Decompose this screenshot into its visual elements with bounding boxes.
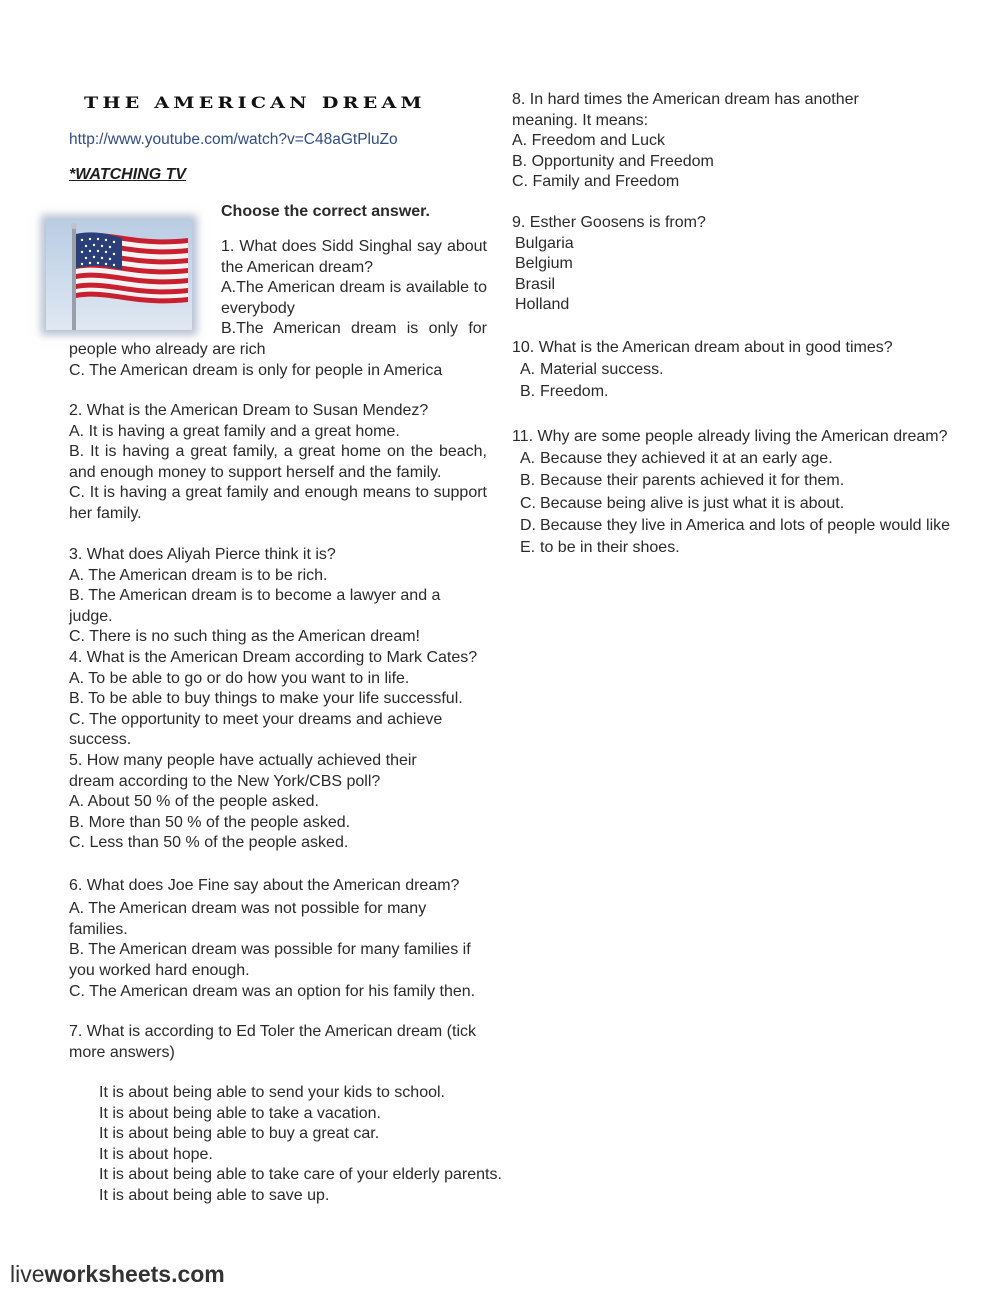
question-7-option[interactable]: It is about hope. (99, 1145, 213, 1163)
option-letter: B. (520, 383, 536, 401)
video-link[interactable]: http://www.youtube.com/watch?v=C48aGtPluZo (69, 131, 398, 148)
worksheet-title: THE AMERICAN DREAM (84, 93, 426, 113)
option-letter: A. (520, 450, 536, 468)
option-text: Because they live in America and lots of people would like (540, 516, 951, 534)
question-7-option[interactable]: It is about being able to take a vacation. (99, 1104, 381, 1122)
question-4 (69, 648, 487, 751)
brand-light: live (10, 1261, 45, 1287)
question-3-text: 3. What does Aliyah Pierce think it is? (69, 546, 336, 563)
question-2-option-c[interactable]: C. It is having a great family and enough means to support her family. (69, 484, 487, 522)
question-3-option-a[interactable]: A. The American dream is to be rich. (69, 566, 328, 584)
option-letter: E. (520, 539, 536, 557)
question-6 (69, 876, 479, 1003)
question-9-option[interactable]: Belgium (515, 255, 573, 273)
question-8 (512, 90, 922, 193)
question-11-option-b[interactable] (512, 470, 952, 492)
question-2-option-a[interactable]: A. It is having a great family and a great home. (69, 422, 400, 440)
question-8-option-a[interactable]: A. Freedom and Luck (512, 132, 665, 150)
question-2-text: 2. What is the American Dream to Susan Mendez? (69, 402, 429, 419)
question-10-option-b[interactable] (512, 381, 952, 403)
question-9-option[interactable]: Holland (515, 296, 570, 314)
option-text: Because they achieved it at an early age. (540, 450, 833, 468)
option-text: to be in their shoes. (540, 539, 680, 557)
question-7 (69, 1022, 487, 1063)
question-5-text: 5. How many people have actually achieved their dream according to the New York/CBS poll? (69, 752, 417, 790)
question-6-option-c[interactable]: C. The American dream was an option for his family then. (69, 982, 476, 1000)
question-1-option-b-start[interactable]: B.The American dream is only for (221, 320, 487, 338)
question-1 (221, 237, 487, 340)
question-9-option[interactable]: Brasil (515, 275, 556, 293)
option-text: Freedom. (540, 383, 609, 401)
option-letter: B. (520, 472, 536, 490)
question-7-option[interactable]: It is about being able to take care of your elderly parents. (99, 1166, 502, 1184)
question-8-text: 8. In hard times the American dream has another meaning. It means: (512, 91, 859, 129)
option-text: Material success. (540, 361, 664, 379)
question-11-option-d[interactable] (512, 515, 952, 537)
question-4-text: 4. What is the American Dream according to Mark Cates? (69, 649, 478, 666)
question-6-option-b[interactable]: B. The American dream was possible for many families if you worked hard enough. (69, 941, 471, 980)
question-11-text: 11. Why are some people already living the American dream? (512, 428, 948, 445)
american-flag-image (46, 220, 192, 330)
option-letter: A. (520, 361, 536, 379)
question-7-option[interactable]: It is about being able to buy a great car. (99, 1125, 380, 1143)
section-heading: *WATCHING TV (69, 166, 187, 183)
question-5 (69, 751, 449, 854)
brand-tld: .com (171, 1261, 225, 1287)
option-text: Because being alive is just what it is about. (540, 494, 845, 512)
question-9-text: 9. Esther Goosens is from? (512, 214, 706, 231)
instruction-text: Choose the correct answer. (221, 203, 430, 220)
option-letter: D. (520, 516, 536, 534)
question-10-text: 10. What is the American dream about in good times? (512, 339, 893, 356)
question-1-text: 1. What does Sidd Singhal say about the American dream? (221, 238, 487, 276)
question-11-option-a[interactable] (512, 448, 952, 470)
question-5-option-a[interactable]: A. About 50 % of the people asked. (69, 793, 319, 811)
question-10-option-a[interactable] (512, 359, 952, 381)
question-4-option-c[interactable]: C. The opportunity to meet your dreams and achieve success. (69, 710, 443, 749)
question-2 (69, 401, 487, 525)
question-5-option-c[interactable]: C. Less than 50 % of the people asked. (69, 834, 349, 852)
question-3-option-c[interactable]: C. There is no such thing as the American dream! (69, 628, 420, 646)
question-8-option-b[interactable]: B. Opportunity and Freedom (512, 152, 714, 170)
question-1-option-c[interactable]: C. The American dream is only for people in America (69, 361, 443, 379)
question-9 (512, 213, 952, 316)
question-3-option-b[interactable]: B. The American dream is to become a lawyer and a judge. (69, 587, 441, 625)
question-2-option-b[interactable]: B. It is having a great family, a great home on the beach, and enough money to support herself and the family. (69, 443, 487, 481)
question-7-options (69, 1083, 517, 1207)
question-1-option-b-end[interactable]: people who already are rich (69, 341, 266, 358)
question-9-option[interactable]: Bulgaria (515, 234, 574, 252)
brand-bold: worksheets (44, 1261, 172, 1287)
question-6-option-a[interactable]: A. The American dream was not possible for many families. (69, 899, 427, 938)
question-11 (512, 426, 952, 559)
question-11-option-c[interactable] (512, 493, 952, 515)
question-4-option-a[interactable]: A. To be able to go or do how you want to in life. (69, 669, 410, 687)
question-11-option-e[interactable] (512, 537, 952, 559)
question-4-option-b[interactable]: B. To be able to buy things to make your life successful. (69, 690, 463, 708)
option-letter: C. (520, 494, 536, 512)
american-flag-icon (46, 220, 192, 330)
question-8-option-c[interactable]: C. Family and Freedom (512, 173, 680, 191)
question-7-option[interactable]: It is about being able to save up. (99, 1186, 330, 1204)
question-5-option-b[interactable]: B. More than 50 % of the people asked. (69, 813, 351, 831)
liveworksheets-logo (10, 1261, 225, 1288)
question-1-continued (69, 340, 487, 381)
question-3 (69, 545, 487, 648)
question-7-text: 7. What is according to Ed Toler the American dream (tick more answers) (69, 1023, 476, 1061)
question-10 (512, 337, 952, 404)
question-7-option[interactable]: It is about being able to send your kids to school. (99, 1084, 445, 1101)
option-text: Because their parents achieved it for them. (540, 472, 845, 490)
question-6-text: 6. What does Joe Fine say about the American dream? (69, 877, 460, 894)
question-1-option-a[interactable]: A.The American dream is available to everybody (221, 279, 487, 317)
